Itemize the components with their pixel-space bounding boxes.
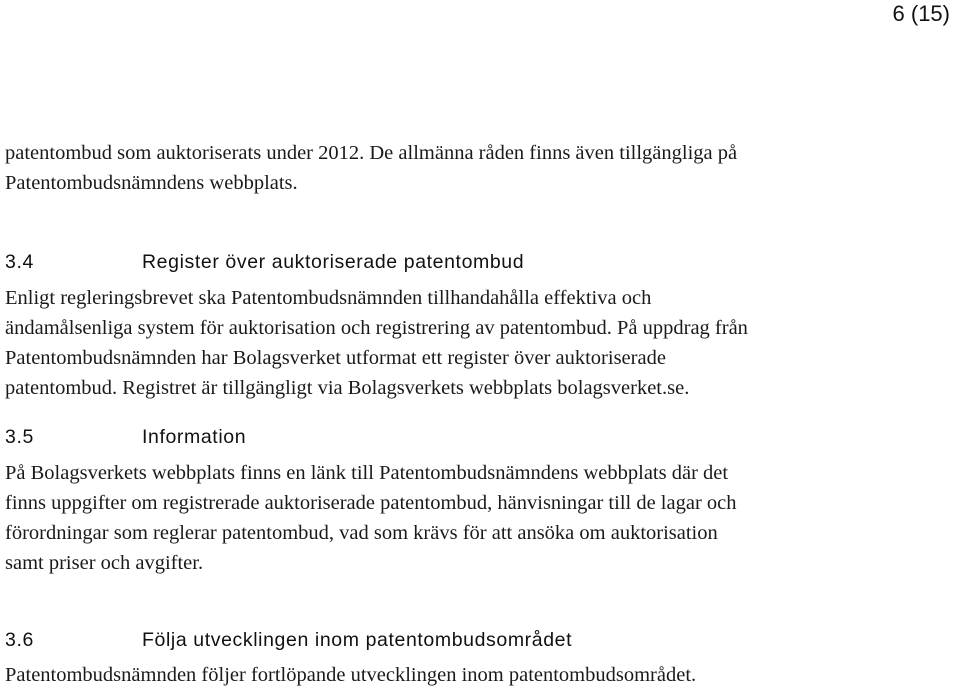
section-title: Register över auktoriserade patentombud [142,251,525,273]
paragraph-line: samt priser och avgifter. [5,552,204,574]
paragraph-line: patentombud. Registret är tillgängligt via Bolagsverkets webbplats bolagsverket.se. [5,377,690,399]
section-title: Information [142,426,247,448]
section-heading-3-4 [5,251,524,274]
intro-paragraph [5,138,955,198]
paragraph-line: patentombud som auktoriserats under 2012. De allmänna råden finns även tillgängliga på [5,142,738,164]
paragraph-line: Patentombudsnämndens webbplats. [5,172,298,194]
paragraph-line: Enligt regleringsbrevet ska Patentombudsnämnden tillhandahålla effektiva och [5,287,652,309]
section-3-6-paragraph [5,660,955,690]
paragraph-line: Patentombudsnämnden följer fortlöpande utvecklingen inom patentombudsområdet. [5,664,697,686]
paragraph-line: ändamålsenliga system för auktorisation och registrering av patentombud. På uppdrag från [5,317,748,339]
page-number: 6 (15) [892,1,950,26]
paragraph-line: Patentombudsnämnden har Bolagsverket utformat ett register över auktoriserade [5,347,666,369]
section-number: 3.5 [5,426,34,448]
section-number: 3.4 [5,251,34,273]
section-number: 3.6 [5,629,34,651]
section-heading-3-5 [5,426,246,449]
section-heading-3-6 [5,629,572,652]
paragraph-line: finns uppgifter om registrerade auktoriserade patentombud, hänvisningar till de lagar och [5,492,737,514]
section-title: Följa utvecklingen inom patentombudsområdet [142,629,573,651]
section-3-4-paragraph [5,283,955,403]
paragraph-line: På Bolagsverkets webbplats finns en länk till Patentombudsnämndens webbplats där det [5,462,729,484]
paragraph-line: förordningar som reglerar patentombud, vad som krävs för att ansöka om auktorisation [5,522,718,544]
section-3-5-paragraph [5,458,955,578]
